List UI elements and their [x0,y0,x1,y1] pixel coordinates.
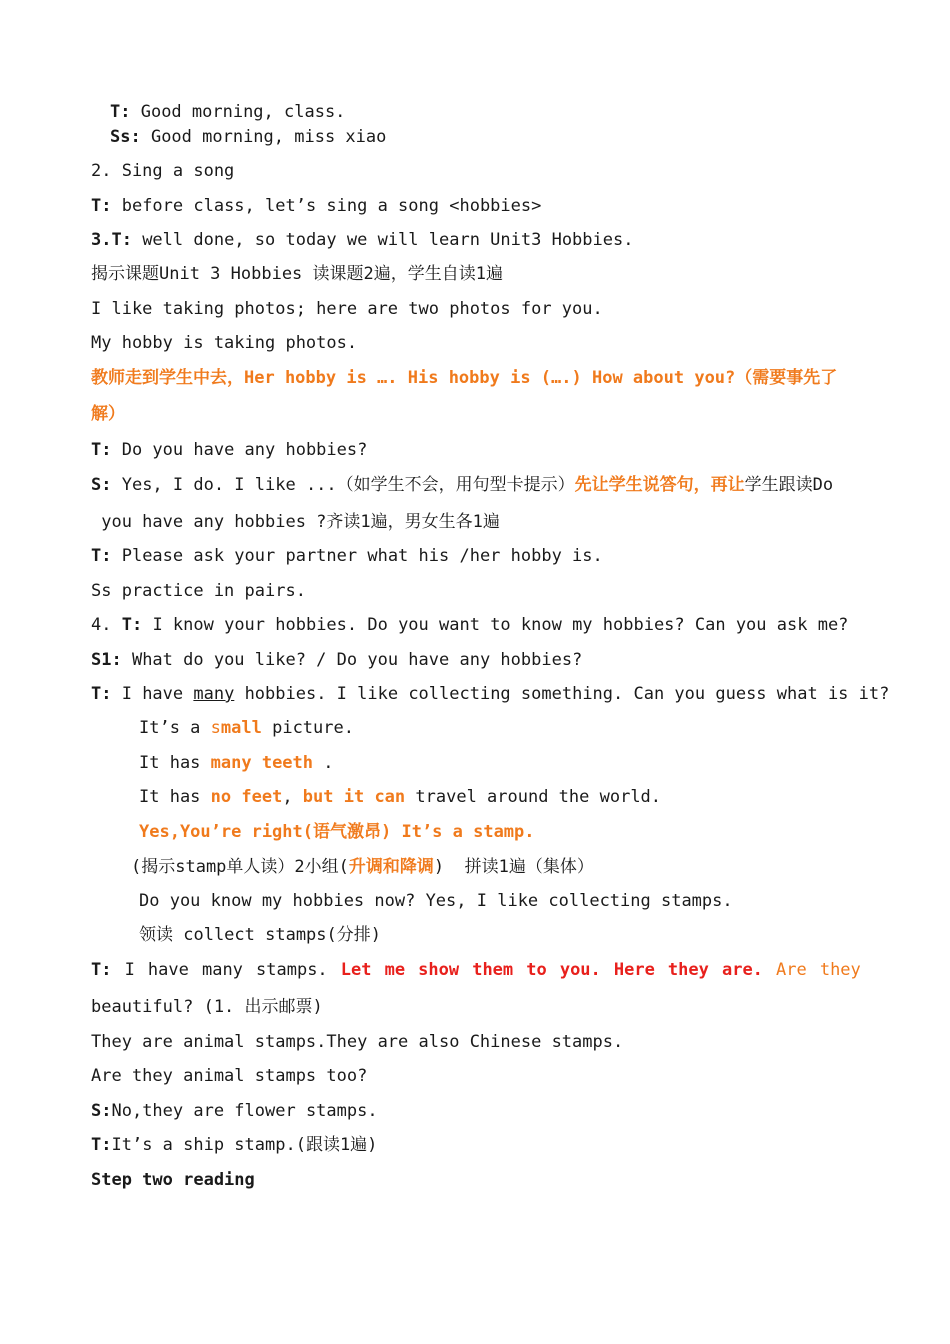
riddle-line [139,787,661,807]
body-line: I like taking photos; here are two photos for you. [91,299,603,319]
line-text: (揭示stamp单人读）2小组( [131,857,349,877]
word: Are [776,960,807,980]
word: have [147,960,189,980]
speaker-label: S: [91,1101,112,1121]
highlighted-text: mall [220,718,262,738]
word: they [819,960,861,980]
line-text: , [282,787,303,807]
highlighted-text: 先让学生说答句，再让 [574,475,745,495]
speaker-label: T: [91,440,112,460]
dialogue-line [91,684,889,704]
line-text: It has [139,787,211,807]
instruction-line [131,857,594,877]
line-text: Please ask your partner what his /her hobby is. [111,546,603,566]
speaker-label: T: [121,615,143,635]
dialogue-line [91,475,833,495]
speaker-label: S: [91,475,112,495]
word: Let [340,960,372,980]
speaker-label: T: [91,546,112,566]
speaker-label: T: [91,684,112,704]
word: show [418,960,460,980]
line-text: ) 拼读1遍（集体） [433,857,594,877]
line-text: travel around the world. [405,787,662,807]
dialogue-line [91,650,582,670]
dialogue-line [91,1101,378,1121]
body-line: beautiful? (1. 出示邮票) [91,997,323,1017]
body-line: you have any hobbies ?齐读1遍，男女生各1遍 [91,512,500,532]
body-line: Are they animal stamps too? [91,1066,368,1086]
instruction-line: 领读 collect stamps(分排) [139,925,381,945]
line-text: What do you like? / Do you have any hobbies? [121,650,583,670]
speaker-label: T: [91,960,112,980]
line-text: Yes, I do. I like ...（如学生不会，用句型卡提示） [111,475,575,495]
word: many [201,960,243,980]
word: them [472,960,514,980]
body-line: They are animal stamps.They are also Chinese stamps. [91,1032,624,1052]
highlighted-text: no feet [210,787,283,807]
body-line: Do you know my hobbies now? Yes, I like collecting stamps. [139,891,733,911]
dialogue-line [91,196,541,216]
dialogue-line [91,440,367,460]
underlined-word: many [193,684,235,704]
section-heading: Step two reading [91,1170,255,1190]
justified-dialogue-line [91,960,861,980]
dialogue-line [110,127,386,147]
dialogue-line [91,546,603,566]
word: to [526,960,547,980]
instruction-line: 揭示课题Unit 3 Hobbies 读课题2遍，学生自读1遍 [91,264,503,284]
word: me [384,960,406,980]
highlighted-instruction: 解） [91,404,125,424]
speaker-label: T: [91,1135,112,1155]
word: Here [613,960,655,980]
speaker-label: 3.T: [91,230,132,250]
highlighted-text: but it can [302,787,406,807]
word: stamps. [256,960,328,980]
speaker-label: S1: [91,650,122,670]
line-text: before class, let’s sing a song <hobbies> [111,196,542,216]
word: you. [559,960,601,980]
body-line: Ss practice in pairs. [91,581,306,601]
word: I [124,960,135,980]
line-text: hobbies. I like collecting something. Can you guess what is it? [234,684,890,704]
highlighted-text: many teeth [210,753,314,773]
word: are. [721,960,763,980]
line-text: It’s a ship stamp.(跟读1遍) [111,1135,378,1155]
highlighted-text: s [210,718,221,738]
body-line: My hobby is taking photos. [91,333,358,353]
dialogue-line [110,102,345,122]
step-number: 4. [91,615,122,635]
speaker-label: T: [91,196,112,216]
dialogue-line [91,1135,377,1155]
line-text: picture. [261,718,354,738]
line-text: Good morning, miss xiao [140,127,387,147]
line-text: No,they are flower stamps. [111,1101,378,1121]
highlighted-text: 升调和降调 [348,857,434,877]
line-text: 学生跟读Do [744,475,834,495]
riddle-line [139,718,354,738]
line-text: . [313,753,334,773]
line-text: I have [111,684,194,704]
line-text: well done, so today we will learn Unit3 Hobbies. [131,230,634,250]
line-text: Do you have any hobbies? [111,440,368,460]
line-text: I know your hobbies. Do you want to know my hobbies? Can you ask me? [142,615,849,635]
speaker-label: Ss: [110,127,141,147]
highlighted-instruction: 教师走到学生中去，Her hobby is …. His hobby is (….) How about you?（需要事先了 [91,368,838,388]
line-text: It has [139,753,211,773]
riddle-line [139,753,334,773]
line-text: Good morning, class. [130,102,346,122]
dialogue-line [91,230,633,250]
step-heading: 2. Sing a song [91,161,235,181]
speaker-label: T: [110,102,131,122]
dialogue-line [91,615,848,635]
word: they [667,960,709,980]
highlighted-answer: Yes,You’re right(语气激昂) It’s a stamp. [139,822,535,842]
line-text: It’s a [139,718,211,738]
